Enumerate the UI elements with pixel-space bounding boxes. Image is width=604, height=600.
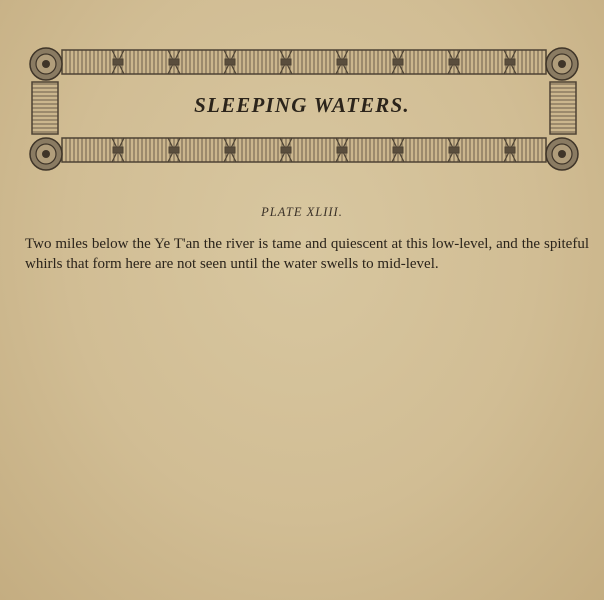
frame-right-post	[550, 82, 576, 134]
frame-bottom-bar	[62, 138, 546, 162]
frame-left-post	[32, 82, 58, 134]
page-title: SLEEPING WATERS.	[194, 93, 410, 117]
plate-number: PLATE XLIII.	[261, 205, 343, 219]
corner-rosette-top-right	[546, 48, 578, 80]
corner-rosette-bottom-left	[30, 138, 62, 170]
caption-paragraph: Two miles below the Ye T'an the river is tame and quiescent at this low-level, and the spiteful whirls that form here are not seen until the water swells to mid-level.	[25, 236, 589, 272]
corner-rosette-top-left	[30, 48, 62, 80]
frame-top-bar	[62, 50, 546, 74]
corner-rosette-bottom-right	[546, 138, 578, 170]
